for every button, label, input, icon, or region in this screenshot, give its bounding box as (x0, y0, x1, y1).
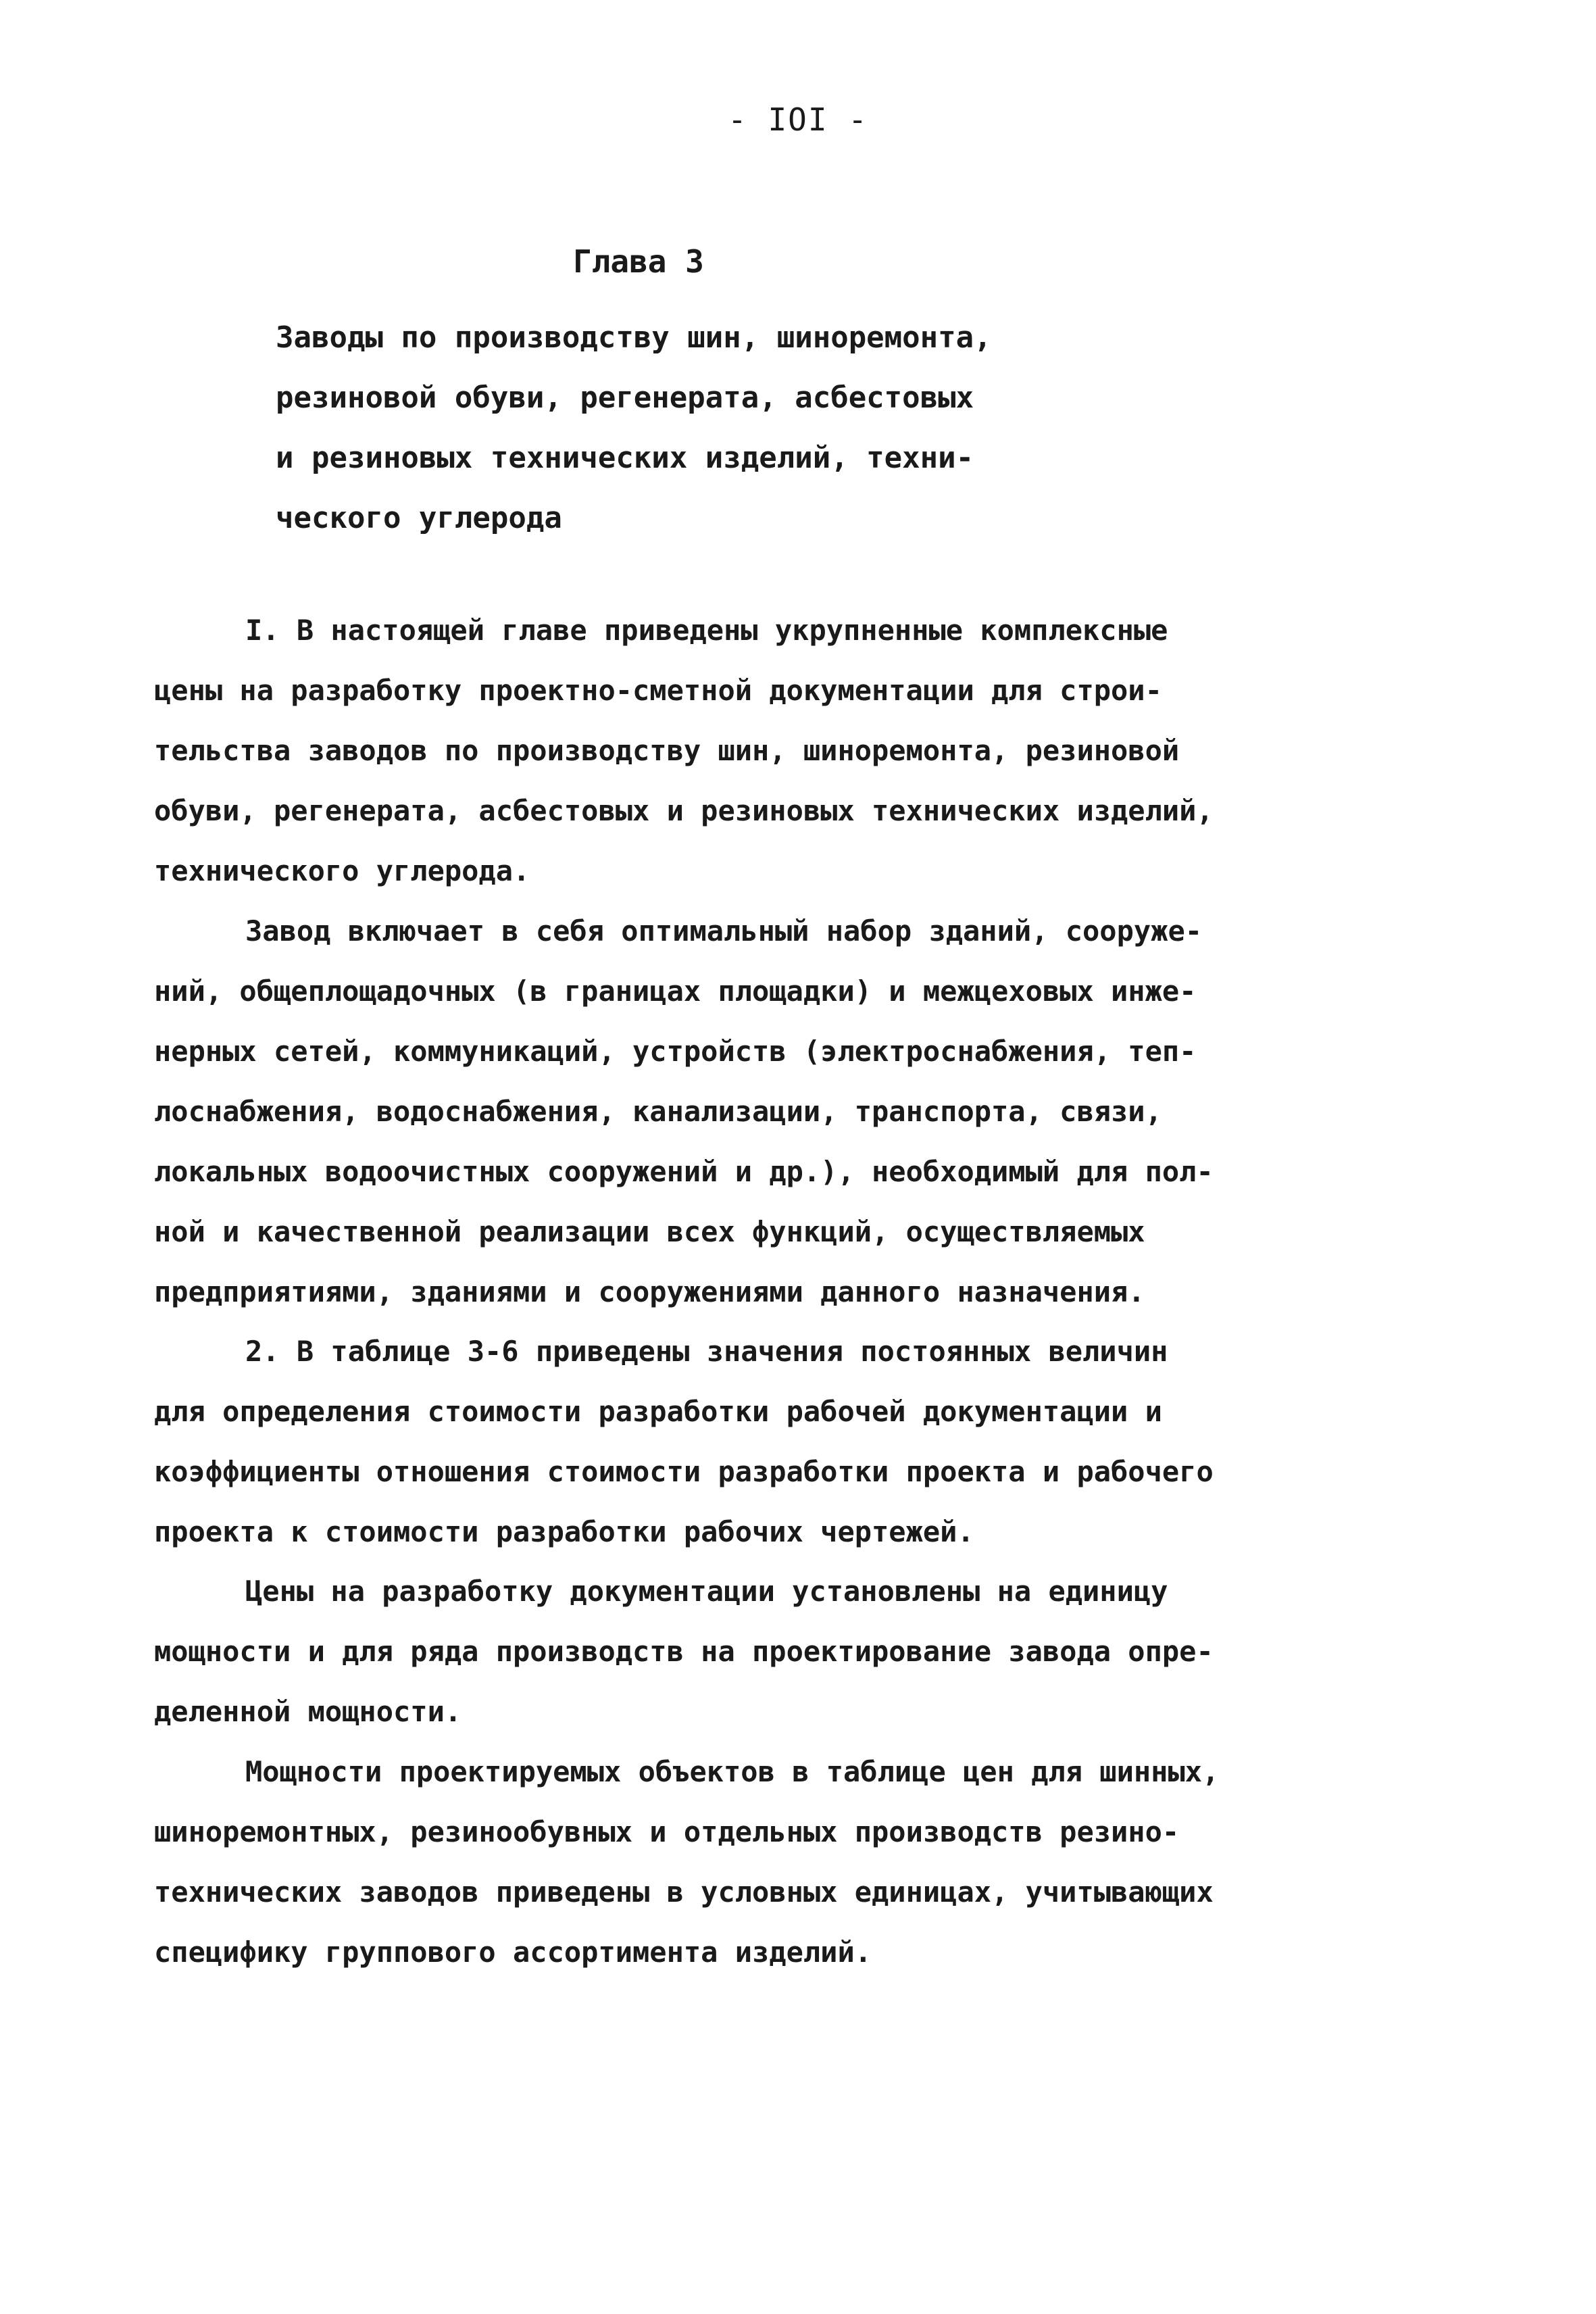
paragraph-2 (154, 901, 1357, 1322)
paragraph-line: коэффициенты отношения стоимости разработки проекта и рабочего (154, 1455, 1214, 1488)
paragraph-line: тельства заводов по производству шин, шиноремонта, резиновой (154, 734, 1180, 767)
paragraph-line: проекта к стоимости разработки рабочих чертежей. (154, 1515, 974, 1548)
paragraph-line: технического углерода. (154, 854, 530, 887)
subtitle-line: и резиновых технических изделий, техни- (276, 441, 974, 475)
paragraph-line: деленной мощности. (154, 1695, 462, 1728)
paragraph-1 (154, 600, 1357, 901)
paragraph-line: технических заводов приведены в условных единицах, учитывающих (154, 1875, 1214, 1909)
page-number: - IOI - (728, 101, 868, 138)
subtitle-line: Заводы по производству шин, шиноремонта, (276, 320, 992, 355)
paragraph-line: ний, общеплощадочных (в границах площадки) и межцеховых инже- (154, 975, 1197, 1008)
paragraph-line: ной и качественной реализации всех функций, осуществляемых (154, 1215, 1145, 1248)
paragraph-line: предприятиями, зданиями и сооружениями данного назначения. (154, 1275, 1145, 1308)
paragraph-line: локальных водоочистных сооружений и др.), необходимый для пол- (154, 1155, 1214, 1188)
paragraph-3 (154, 1321, 1357, 1562)
chapter-title: Глава 3 (573, 243, 704, 280)
chapter-subtitle (276, 307, 1154, 548)
paragraph-line: Завод включает в себя оптимальный набор зданий, сооруже- (245, 914, 1203, 947)
paragraph-line: Цены на разработку документации установлены на единицу (245, 1575, 1168, 1608)
paragraph-4 (154, 1561, 1357, 1742)
paragraph-line: для определения стоимости разработки рабочей документации и (154, 1395, 1162, 1428)
paragraph-5 (154, 1742, 1357, 1982)
paragraph-line: специфику группового ассортимента изделий. (154, 1936, 872, 1969)
paragraph-line: лоснабжения, водоснабжения, канализации, транспорта, связи, (154, 1095, 1162, 1128)
paragraph-line: обуви, регенерата, асбестовых и резиновых технических изделий, (154, 794, 1214, 827)
paragraph-line: нерных сетей, коммуникаций, устройств (электроснабжения, теп- (154, 1035, 1197, 1068)
paragraph-line: шиноремонтных, резинообувных и отдельных производств резино- (154, 1815, 1180, 1848)
paragraph-line: Мощности проектируемых объектов в таблице цен для шинных, (245, 1755, 1220, 1788)
subtitle-line: ческого углерода (276, 501, 562, 535)
subtitle-line: резиновой обуви, регенерата, асбестовых (276, 380, 974, 415)
paragraph-line: мощности и для ряда производств на проектирование завода опре- (154, 1635, 1214, 1668)
paragraph-line: I. В настоящей главе приведены укрупненные комплексные (245, 614, 1168, 647)
paragraph-line: 2. В таблице 3-6 приведены значения постоянных величин (245, 1335, 1168, 1368)
paragraph-line: цены на разработку проектно-сметной документации для строи- (154, 674, 1162, 707)
